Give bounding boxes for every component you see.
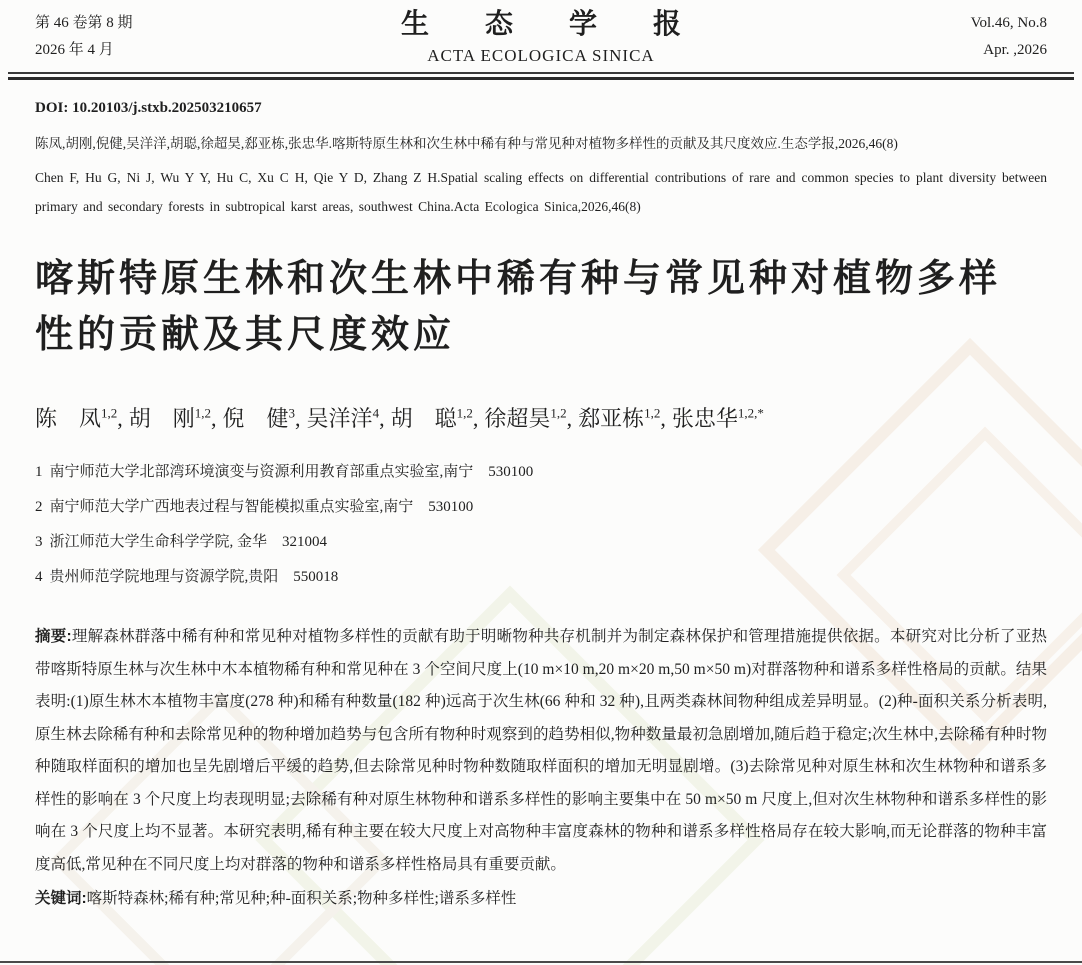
journal-name-cn: 生态学报 (400, 9, 737, 40)
citation-english: Chen F, Hu G, Ni J, Wu Y Y, Hu C, Xu C H, Qie Y D, Zhang Z H.Spatial scaling effects on differential contributions of rare and common species to plant diversity between primary and secondary forests in subtropical karst areas, southwest China.Acta Ecologica Sinica,2026,46(8) (35, 170, 1047, 214)
journal-name-en: ACTA ECOLOGICA SINICA (427, 46, 655, 65)
article-title: 喀斯特原生林和次生林中稀有种与常见种对植物多样性的贡献及其尺度效应 (35, 258, 1002, 356)
author-affiliation-superscript: 1,2 (550, 405, 567, 421)
affiliation-text: 浙江师范大学生命科学学院, 金华 321004 (49, 534, 328, 550)
volume-block (857, 10, 1047, 64)
author-affiliation-superscript: 1,2,* (737, 405, 764, 421)
journal-header (35, 0, 1047, 68)
issue-date-cn: 2026 年 4 月 (35, 42, 114, 58)
affiliation-number: 4 (35, 569, 43, 585)
affiliation-number: 2 (35, 499, 43, 515)
author-name: 郄亚栋$^{1,2}$ (578, 405, 661, 431)
doi-line: DOI: 10.20103/j.stxb.202503210657 (35, 100, 262, 116)
author-separator: , (117, 406, 123, 431)
author-separator: , (472, 406, 479, 431)
keywords-label: 关键词: (35, 890, 87, 907)
author-name: 胡 刚$^{1,2}$ (128, 405, 212, 431)
author-name: 倪 健$^3$ (222, 405, 296, 431)
affiliation-text: 贵州师范学院地理与资源学院,贵阳 550018 (49, 569, 339, 585)
author-name: 胡 聪$^{1,2}$ (390, 405, 473, 431)
author-affiliation-superscript: 1,2 (456, 405, 473, 421)
keywords-block (35, 883, 1047, 916)
citation-chinese: 陈凤,胡刚,倪健,吴洋洋,胡聪,徐超昊,郄亚栋,张忠华.喀斯特原生林和次生林中稀有种与常见种对植物多样性的贡献及其尺度效应.生态学报,2026,46(8) (35, 136, 898, 151)
author-affiliation-superscript: 1,2 (101, 405, 118, 421)
authors-line (35, 403, 1047, 435)
footnote-rule (0, 961, 1082, 963)
author-name: 徐超昊$^{1,2}$ (484, 405, 567, 431)
affiliation-row (35, 560, 1047, 595)
author-affiliation-superscript: 1,2 (194, 405, 212, 421)
issue-number-cn: 第 46 卷第 8 期 (35, 15, 133, 31)
author-separator: , (660, 406, 666, 431)
author-affiliation-superscript: 1,2 (644, 405, 661, 421)
affiliations-list (35, 455, 1047, 595)
author-separator: , (295, 406, 301, 431)
author-name: 吴洋洋$^4$ (306, 405, 380, 431)
issue-date-en: Apr. ,2026 (983, 42, 1047, 58)
affiliation-row (35, 525, 1047, 560)
volume-number-en: Vol.46, No.8 (970, 15, 1047, 31)
affiliation-text: 南宁师范大学北部湾环境演变与资源利用教育部重点实验室,南宁 530100 (49, 464, 534, 480)
affiliation-number: 3 (35, 534, 43, 550)
abstract-block (35, 621, 1047, 881)
issue-block (35, 10, 225, 64)
abstract-text: 理解森林群落中稀有种和常见种对植物多样性的贡献有助于明晰物种共存机制并为制定森林保护和管理措施提供依据。本研究对比分析了亚热带喀斯特原生林与次生林中木本植物稀有种和常见种在 3 个空间尺度上(10 m×10 m,20 m×20 m,50 m×50 m)对群落物种和谱系多样性格局的贡献。结果表明:(1)原生林木本植物丰富度(278 种)和稀有种数量(182 种)远高于次生林(66 种和 32 种),且两类森林间物种组成差异明显。(2)种-面积关系分析表明,原生林去除稀有种和去除常见种的物种增加趋势与包含所有物种时观察到的趋势相似,物种数量最初急剧增加,随后趋于稳定;次生林中,去除稀有种时物种随取样面积的增加也呈先剧增后平缓的趋势,但去除常见种时物种数随取样面积的增加无明显剧增。(3)去除常见种对原生林和次生林物种和谱系多样性的影响在 3 个尺度上均表现明显;去除稀有种对原生林物种和谱系多样性的影响主要集中在 50 m×50 m 尺度上,但对次生林物种和谱系多样性的影响在 3 个尺度上均不显著。本研究表明,稀有种主要在较大尺度上对高物种丰富度森林的物种和谱系多样性格局存在较大影响,而无论群落的物种丰富度高低,常见种在不同尺度上均对群落的物种和谱系多样性格局具有重要贡献。 (35, 628, 1047, 873)
journal-name-block (225, 10, 857, 66)
author-name: 张忠华$^{1,2,*}$ (671, 405, 764, 431)
author-affiliation-superscript: 4 (372, 405, 380, 421)
author-separator: , (379, 406, 385, 431)
abstract-label: 摘要: (35, 628, 72, 645)
author-separator: , (566, 406, 573, 431)
affiliation-text: 南宁师范大学广西地表过程与智能模拟重点实验室,南宁 530100 (49, 499, 474, 515)
header-double-rule (8, 72, 1074, 80)
author-separator: , (211, 406, 217, 431)
affiliation-row (35, 490, 1047, 525)
author-affiliation-superscript: 3 (288, 405, 296, 421)
affiliation-number: 1 (35, 464, 43, 480)
affiliation-row (35, 455, 1047, 490)
author-name: 陈 凤$^{1,2}$ (35, 405, 118, 431)
keywords-text: 喀斯特森林;稀有种;常见种;种-面积关系;物种多样性;谱系多样性 (86, 890, 517, 907)
